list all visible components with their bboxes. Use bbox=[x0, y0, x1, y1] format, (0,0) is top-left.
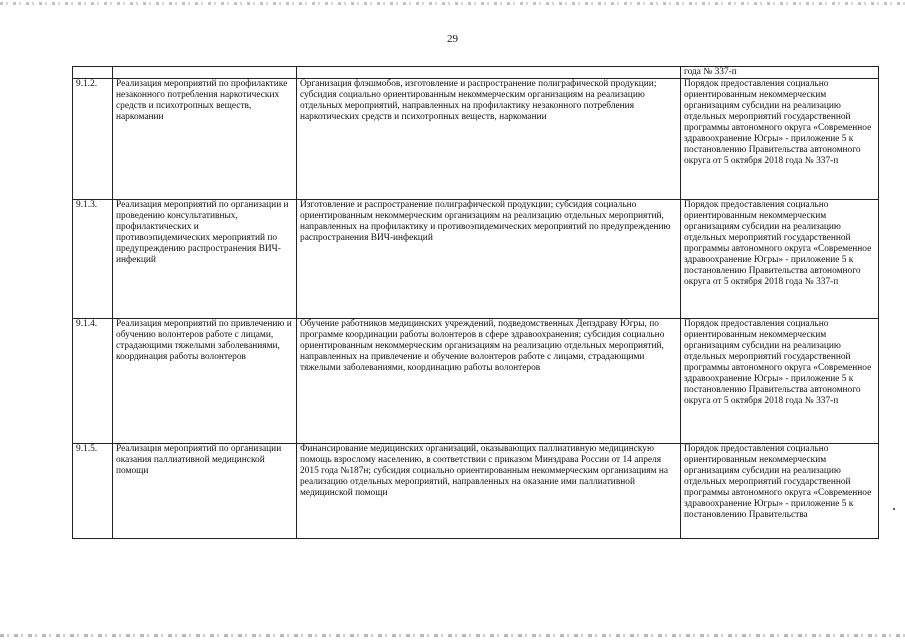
scan-speck bbox=[893, 508, 895, 510]
cell-document: Порядок предоставления социально ориентированным некоммерческим организациям субсидии на реализацию отдельных мероприятий государственной программы автономного округа «Современное здравоохранение Югры» - приложение 5 к постановлению Правительства автономного округа от 5 октября 2018 года № 337-п bbox=[681, 200, 879, 319]
cell-name: Реализация мероприятий по организации и проведению консультативных, профилактических и противоэпидемических мероприятий по предупреждению распространения ВИЧ-инфекций bbox=[113, 200, 297, 319]
table-row bbox=[73, 79, 879, 200]
cell-num: 9.1.2. bbox=[73, 79, 113, 200]
table-row bbox=[73, 444, 879, 539]
cell-description bbox=[297, 67, 681, 79]
cell-num: 9.1.4. bbox=[73, 319, 113, 444]
cell-num: 9.1.3. bbox=[73, 200, 113, 319]
scan-edge-bottom bbox=[0, 634, 905, 637]
cell-document: года № 337-п bbox=[681, 67, 879, 79]
cell-num: 9.1.5. bbox=[73, 444, 113, 539]
cell-name bbox=[113, 67, 297, 79]
table-row bbox=[73, 200, 879, 319]
cell-document: Порядок предоставления социально ориентированным некоммерческим организациям субсидии на реализацию отдельных мероприятий государственной программы автономного округа «Современное здравоохранение Югры» - приложение 5 к постановлению Правительства bbox=[681, 444, 879, 539]
table-row bbox=[73, 319, 879, 444]
page-number: 29 bbox=[447, 33, 458, 45]
cell-num bbox=[73, 67, 113, 79]
program-table bbox=[72, 66, 879, 539]
cell-document: Порядок предоставления социально ориентированным некоммерческим организациям субсидии на реализацию отдельных мероприятий государственной программы автономного округа «Современное здравоохранение Югры» - приложение 5 к постановлению Правительства автономного округа от 5 октября 2018 года № 337-п bbox=[681, 79, 879, 200]
cell-name: Реализация мероприятий по профилактике незаконного потребления наркотических средств и психотропных веществ, наркомании bbox=[113, 79, 297, 200]
cell-document: Порядок предоставления социально ориентированным некоммерческим организациям субсидии на реализацию отдельных мероприятий государственной программы автономного округа «Современное здравоохранение Югры» - приложение 5 к постановлению Правительства автономного округа от 5 октября 2018 года № 337-п bbox=[681, 319, 879, 444]
table-row-continuation bbox=[73, 67, 879, 79]
cell-description: Финансирование медицинских организаций, оказывающих паллиативную медицинскую помощь взрослому населению, в соответствии с приказом Минздрава России от 14 апреля 2015 года №187н; субсидия социально ориентированным некоммерческим организациям на реализацию отдельных мероприятий, направленных на оказание ими паллиативной медицинской помощи bbox=[297, 444, 681, 539]
cell-description: Организация флэшмобов, изготовление и распространение полиграфической продукции; субсидия социально ориентированным некоммерческим организациям на реализацию отдельных мероприятий, направленных на профилактику незаконного потребления наркотических средств и психотропных веществ, наркомании bbox=[297, 79, 681, 200]
cell-description: Обучение работников медицинских учреждений, подведомственных Депздраву Югры, по программе координации работы волонтеров в сфере здравоохранения; субсидия социально ориентированным некоммерческим организациям на реализацию отдельных мероприятий, направленных на привлечение и обучение волонтеров работе с лицами, страдающими тяжелыми заболеваниями, координацию работы волонтеров bbox=[297, 319, 681, 444]
cell-name: Реализация мероприятий по привлечению и обучению волонтеров работе с лицами, страдающими тяжелыми заболеваниями, координация работы волонтеров bbox=[113, 319, 297, 444]
cell-name: Реализация мероприятий по организации оказания паллиативной медицинской помощи bbox=[113, 444, 297, 539]
cell-description: Изготовление и распространение полиграфической продукции; субсидия социально ориентированным некоммерческим организациям на реализацию отдельных мероприятий, направленных на профилактику и противоэпидемических мероприятий по предупреждению распространения ВИЧ-инфекций bbox=[297, 200, 681, 319]
scan-edge-top bbox=[0, 2, 905, 5]
